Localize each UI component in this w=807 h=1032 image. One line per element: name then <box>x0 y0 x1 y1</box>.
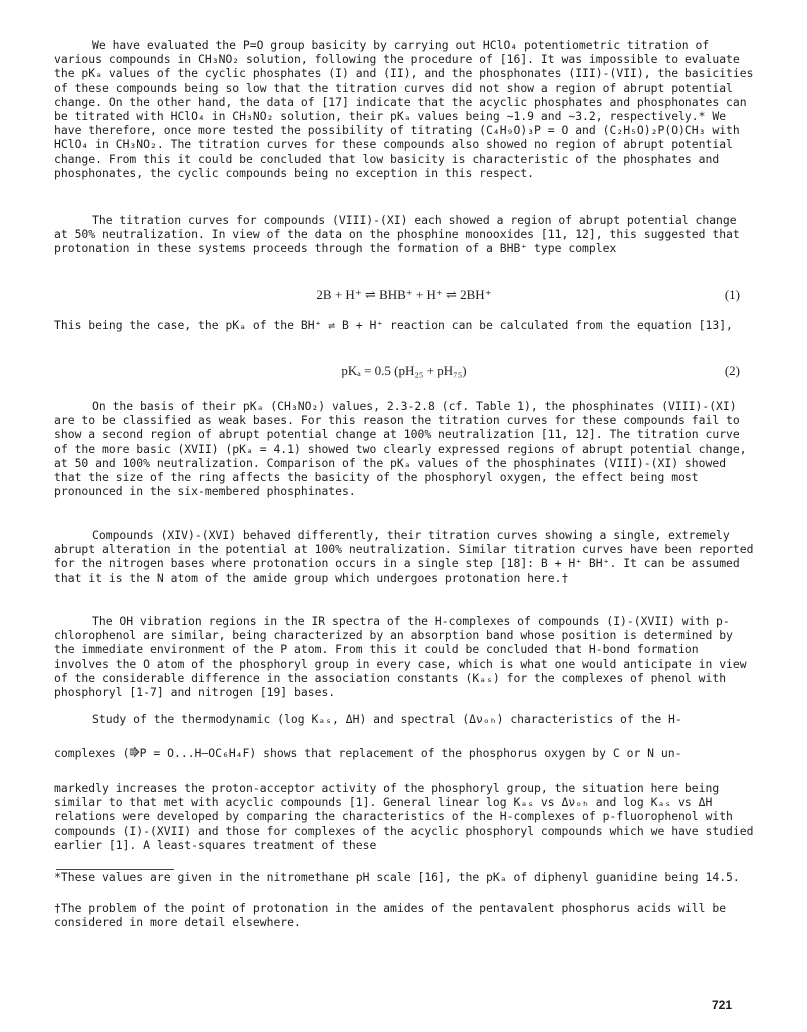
paragraph-ir-spectra: The OH vibration regions in the IR spectra of the H-complexes of compounds (I)-(XVII) with p-chlorophenol are similar, being characterized by an absorption band whose position is determined by the immediate environment of the P atom. From this it could be concluded that H-bond formation involves the O atom of the phosphoryl group in every case, which is what one would anticipate in view of the considerable difference in the association constants (Kₐₛ) for the complexes of phenol with phosphoryl [1-7] and nitrogen [19] bases. <box>54 614 747 700</box>
paragraph-titration-curves: The titration curves for compounds (VIII)-(XI) each showed a region of abrupt potential change at 50% neutralization. In view of the data on the phosphine monooxides [11, 12], this suggested that protonation in these systems proceeds through the formation of a BHB⁺ type complex <box>54 213 740 256</box>
equation-2-body: pKₐ = 0.5 (pH₂₅ + pH₇₅) <box>341 363 467 378</box>
paragraph-pka-calculation: This being the case, the pKₐ of the BH⁺ ⇌ B + H⁺ reaction can be calculated from the equation [13], <box>54 318 733 332</box>
equation-2 <box>54 363 754 379</box>
footnote-nitromethane-scale: *These values are given in the nitromethane pH scale [16], the pKₐ of diphenyl guanidine being 14.5. <box>54 870 740 884</box>
equation-1 <box>54 287 754 303</box>
paragraph-phosphinates: On the basis of their pKₐ (CH₃NO₂) values, 2.3-2.8 (cf. Table 1), the phosphinates (VIII)-(XI) are to be classified as weak bases. For this reason the titration curves for these compounds fail to show a second region of abrupt potential change at 100% neutralization [11, 12]. The titration curve of the more basic (XVII) (pKₐ = 4.1) showed two clearly expressed regions of abrupt potential change, at 50 and 100% neutralization. Comparison of the pKₐ values of the phosphinates (VIII)-(XI) showed that the size of the ring affects the basicity of the phosphoryl oxygen, the effect being most pronounced in the six-membered phosphinates. <box>54 399 747 499</box>
equation-1-body: 2B + H⁺ ⇌ BHB⁺ + H⁺ ⇌ 2BH⁺ <box>316 287 492 302</box>
paragraph-thermodynamic-line-1: Study of the thermodynamic (log Kₐₛ, ΔH) and spectral (Δνₒₕ) characteristics of the H- <box>92 712 682 726</box>
paragraph-basicity-titration: We have evaluated the P=O group basicity by carrying out HClO₄ potentiometric titration of various compounds in CH₃NO₂ solution, following the procedure of [16]. It was impossible to evaluate the pKₐ values of the cyclic phosphates (I) and (II), and the phosphonates (III)-(VII), the basicities of these compounds being so low that the titration curves did not show a region of abrupt potential change. On the other hand, the data of [17] indicate that the acyclic phosphates and phosphonates can be titrated with HClO₄ in CH₃NO₂ solution, their pKₐ values being ∼1.9 and ∼3.2, respectively.* We have therefore, once more tested the possibility of titrating (C₄H₉O)₃P = O and (C₂H₅O)₂P(O)CH₃ with HClO₄ in CH₃NO₂. The titration curves for these compounds also showed no region of abrupt potential change. From this it could be concluded that low basicity is characteristic of the phosphates and phosphonates, the cyclic compounds being no exception in this respect. <box>54 38 754 180</box>
paragraph-thermodynamic-continued: markedly increases the proton-acceptor activity of the phosphoryl group, the situation here being similar to that met with acyclic compounds [1]. General linear log Kₐₛ vs Δνₒₕ and log Kₐₛ vs ΔH relations were developed by comparing the characteristics of the H-complexes of p-fluorophenol with compounds (I)-(XVII) and those for complexes of the acyclic phosphoryl compounds which we have studied earlier [1]. A least-squares treatment of these <box>54 781 754 852</box>
equation-1-number: (1) <box>724 287 740 302</box>
paragraph-compounds-xiv-xvi: Compounds (XIV)-(XVI) behaved differently, their titration curves showing a single, extremely abrupt alteration in the potential at 100% neutralization. Similar titration curves have been reported for the nitrogen bases where protonation occurs in a single step [18]: B + H⁺ BH⁺. It can be assumed that it is the N atom of the amide group which undergoes protonation here.† <box>54 528 754 585</box>
paragraph-thermodynamic-line-2: complexes (⭆P = O...H—OC₆H₄F) shows that replacement of the phosphorus oxygen by C or N un- <box>54 746 682 760</box>
equation-2-number: (2) <box>724 363 740 378</box>
page-number: 721 <box>712 998 733 1012</box>
footnote-protonation-amides: †The problem of the point of protonation in the amides of the pentavalent phosphorus acids will be considered in more detail elsewhere. <box>54 901 727 930</box>
